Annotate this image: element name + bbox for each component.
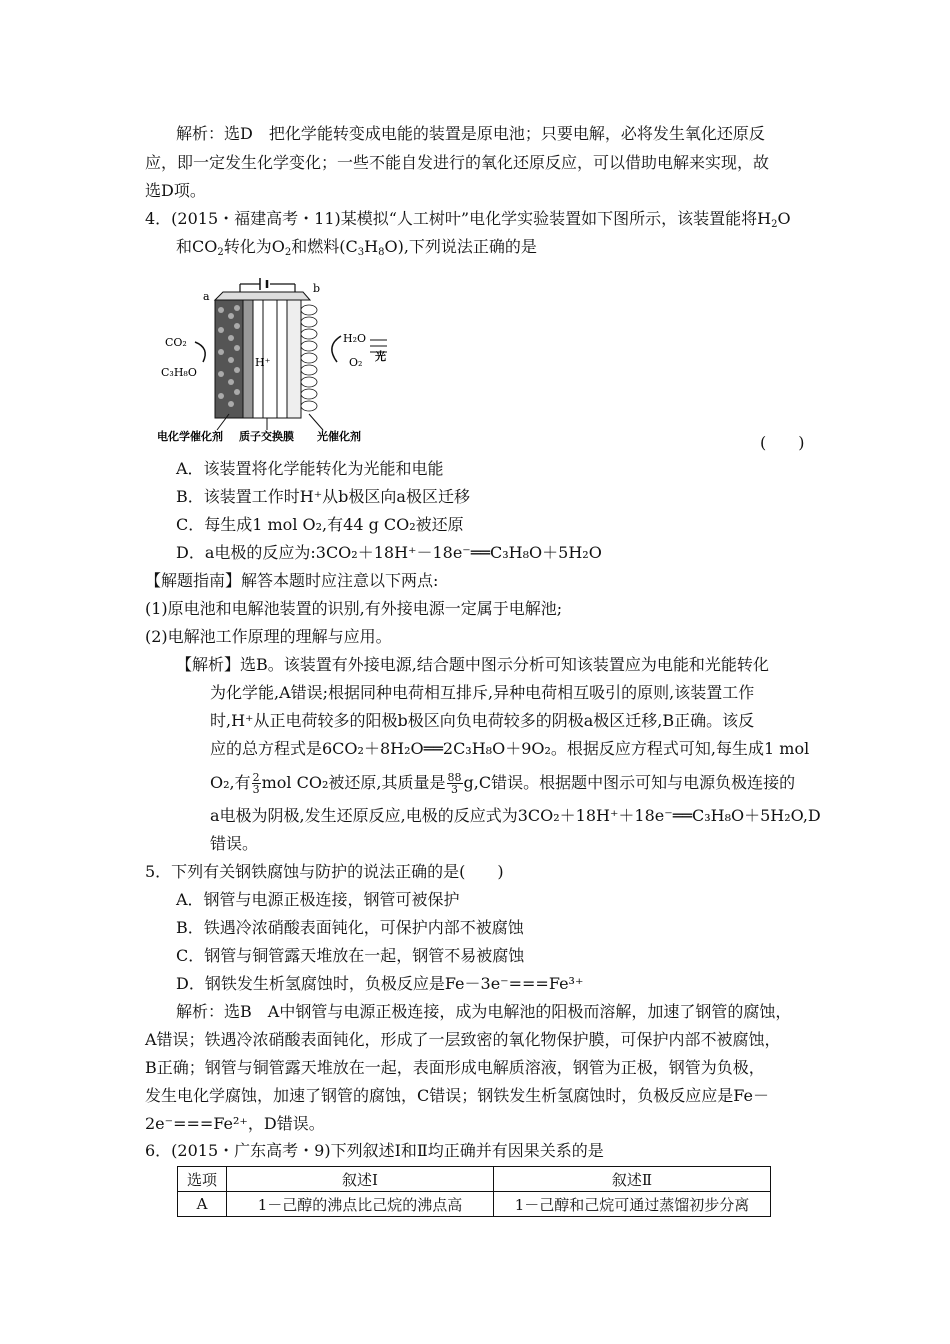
q5-analysis-l2: A错误；铁遇冷浓硝酸表面钝化，形成了一层致密的氧化物保护膜，可保护内部不被腐蚀， <box>145 1030 781 1049</box>
q3-analysis-line1: 解析：选D 把化学能转变成电能的装置是原电池；只要电解，必将发生氧化还原反 <box>176 124 765 143</box>
table-header-cell: 叙述Ⅰ <box>227 1167 494 1192</box>
table-header-cell: 叙述Ⅱ <box>494 1167 771 1192</box>
artificial-leaf-figure <box>155 270 395 445</box>
q4-analysis-l5: O₂,有 $\frac{2}{3}$ mol CO₂被还原,其质量是 $\frac{88}{3}$ g,C错误。根据题中图示可知与电源负极连接的 <box>210 771 796 796</box>
table-cell: A <box>178 1192 227 1217</box>
q4-analysis-l6: a电极为阴极,发生还原反应,电极的反应式为3CO₂＋18H⁺＋18e⁻══C₃H₈O＋5H₂O,D <box>210 806 821 825</box>
q4-analysis-l3: 时,H⁺从正电荷较多的阳极b极区向负电荷较多的阴极a极区迁移,B正确。该反 <box>210 711 755 730</box>
q4-analysis-l1: 【解析】选B。该装置有外接电源,结合题中图示分析可知该装置应为电能和光能转化 <box>176 655 769 674</box>
guide-point-1: (1)原电池和电解池装置的识别,有外接电源一定属于电解池; <box>145 599 563 618</box>
table-cell: 1－己醇的沸点比己烷的沸点高 <box>227 1192 494 1217</box>
hplus-label: H⁺ <box>255 356 271 369</box>
answer-blank-q4: ( ) <box>760 433 805 452</box>
q4-option-d: D．a电极的反应为:3CO₂＋18H⁺－18e⁻══C₃H₈O＋5H₂O <box>176 543 602 562</box>
guide-title: 【解题指南】解答本题时应注意以下两点: <box>145 571 439 590</box>
q5-option-d: D．钢铁发生析氢腐蚀时，负极反应是Fe－3e⁻===Fe³⁺ <box>176 974 584 993</box>
q5-analysis-l3: B正确；钢管与铜管露天堆放在一起，表面形成电解质溶液，钢管为正极，钢管为负极， <box>145 1058 765 1077</box>
label-c3h8o: C₃H₈O <box>161 366 197 379</box>
label-proton-membrane: 质子交换膜 <box>239 430 294 443</box>
mesh-layer <box>243 300 253 418</box>
q3-analysis-line2: 应，即一定发生化学变化；一些不能自发进行的氧化还原反应，可以借助电解来实现，故 <box>145 153 770 172</box>
q4-analysis-l2: 为化学能,A错误;根据同种电荷相互排斥,异种电荷相互吸引的原则,该装置工作 <box>210 683 755 702</box>
label-co2: CO₂ <box>165 336 187 349</box>
co2-arrow <box>195 342 205 362</box>
q5-analysis-l4: 发生电化学腐蚀，加速了钢管的腐蚀，C错误；钢铁发生析氢腐蚀时，负极反应应是Fe－ <box>145 1086 769 1105</box>
q5-analysis-l5: 2e⁻===Fe²⁺，D错误。 <box>145 1114 325 1133</box>
q3-analysis-line3: 选D项。 <box>145 181 206 200</box>
fraction-two-thirds: $\frac{2}{3}$ <box>252 771 260 796</box>
q4-option-c: C．每生成1 mol O₂,有44 g CO₂被还原 <box>176 515 464 534</box>
label-photocatalyst: 光催化剂 <box>317 430 361 443</box>
label-h2o: H₂O <box>343 332 367 345</box>
q4-option-a: A．该装置将化学能转化为光能和电能 <box>176 459 444 478</box>
q4-analysis-l7: 错误。 <box>210 834 259 853</box>
q6-table <box>177 1166 771 1217</box>
label-a: a <box>203 290 210 303</box>
q5-option-b: B．铁遇冷浓硝酸表面钝化，可保护内部不被腐蚀 <box>176 918 524 937</box>
label-electrochemical-catalyst: 电化学催化剂 <box>157 430 223 443</box>
label-o2: O₂ <box>349 356 363 369</box>
table-header-row <box>178 1167 771 1192</box>
table-header-cell: 选项 <box>178 1167 227 1192</box>
fraction-88-thirds: $\frac{88}{3}$ <box>447 771 462 796</box>
label-light: 光 <box>375 350 386 363</box>
table-cell: 1－己醇和己烷可通过蒸馏初步分离 <box>494 1192 771 1217</box>
q4-stem-line2: 和$CO_2$转化为$O_2$和燃料$(C_3H_8O)$,下列说法正确的是 <box>176 237 537 258</box>
q4-stem-line1: 4．(2015・福建高考・11)某模拟“人工树叶”电化学实验装置如下图所示，该装置能将$H_2O$ <box>145 209 791 230</box>
q4-analysis-l4: 应的总方程式是6CO₂＋8H₂O══2C₃H₈O＋9O₂。根据反应方程式可知,每生成1 mol <box>210 739 810 758</box>
h2o-arrow <box>332 336 341 362</box>
photo-electrode <box>287 300 301 418</box>
device-top <box>215 292 310 300</box>
q4-option-b: B．该装置工作时H⁺从b极区向a极区迁移 <box>176 487 470 506</box>
q5-option-c: C．钢管与铜管露天堆放在一起，钢管不易被腐蚀 <box>176 946 525 965</box>
q5-analysis-l1: 解析：选B A中钢管与电源正极连接，成为电解池的阳极而溶解，加速了钢管的腐蚀， <box>176 1002 792 1021</box>
q5-option-a: A．钢管与电源正极连接，钢管可被保护 <box>176 890 460 909</box>
q6-stem: 6．(2015・广东高考・9)下列叙述Ⅰ和Ⅱ均正确并有因果关系的是 <box>145 1141 604 1160</box>
table-row <box>178 1192 771 1217</box>
guide-point-2: (2)电解池工作原理的理解与应用。 <box>145 627 392 646</box>
q5-stem: 5．下列有关钢铁腐蚀与防护的说法正确的是( ) <box>145 862 504 881</box>
label-b: b <box>313 282 321 295</box>
